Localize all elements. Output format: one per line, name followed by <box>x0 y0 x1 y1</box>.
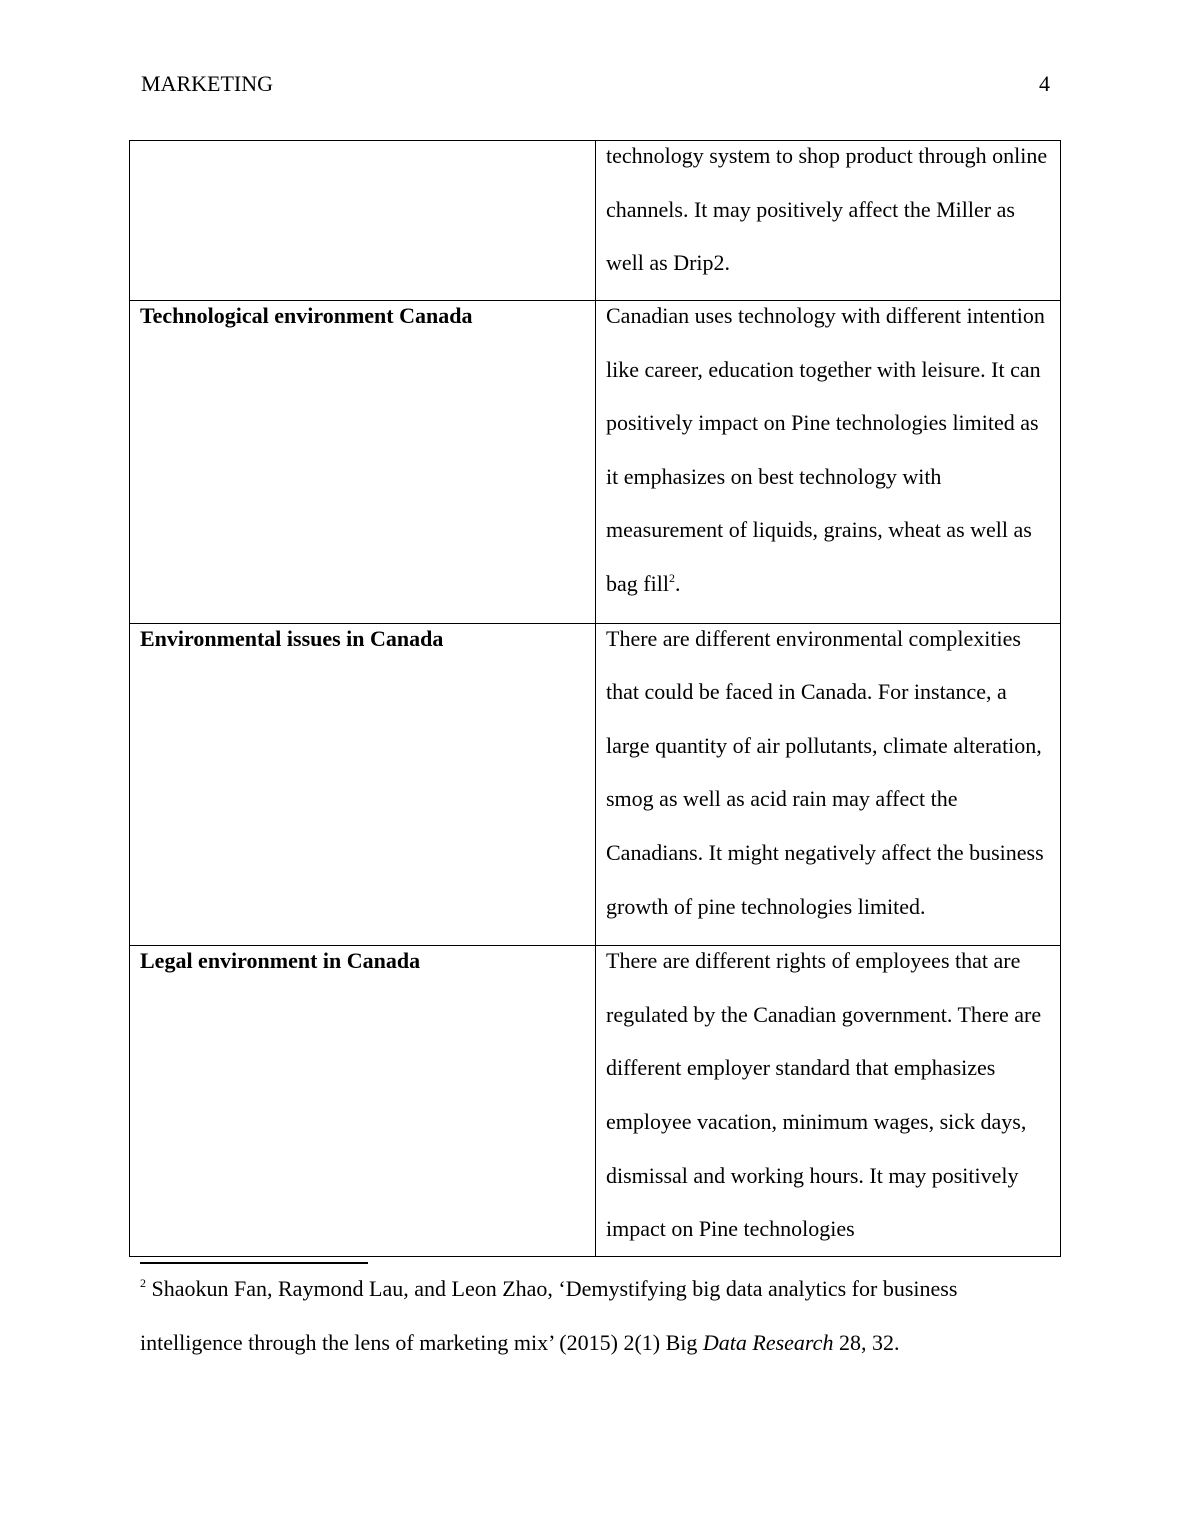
footnote-number: 2 <box>140 1276 146 1290</box>
factor-description-cell <box>596 623 1061 946</box>
factor-description-cell <box>596 301 1061 624</box>
footnote-text: Shaokun Fan, Raymond Lau, and Leon Zhao, ‘Demystifying big data analytics for business intelligence through the lens of marketing mix’ (2015) 2(1) Big <box>140 1276 958 1355</box>
factor-description-cell <box>596 946 1061 1257</box>
footnote <box>140 1262 1050 1370</box>
table-row <box>130 141 1061 301</box>
factor-label-cell <box>130 623 596 946</box>
footnote-journal: Data Research <box>702 1330 834 1355</box>
pest-analysis-table <box>129 140 1061 1257</box>
factor-label-cell <box>130 141 596 301</box>
factor-label-cell <box>130 946 596 1257</box>
factor-description-cell <box>596 141 1061 301</box>
factor-label: Technological environment Canada <box>140 303 473 328</box>
sentence-end: . <box>674 570 681 596</box>
table-row <box>130 301 1061 624</box>
table-row <box>130 946 1061 1257</box>
table-row <box>130 623 1061 946</box>
footnote-reference: 2 <box>668 570 675 585</box>
running-head: MARKETING <box>141 71 273 96</box>
factor-description: There are different environmental complexities that could be faced in Canada. For instance, a large quantity of air pollutants, climate alteration, smog as well as acid rain may affect the Canadians. It might negatively affect the business growth of pine technologies limited. <box>606 625 1044 919</box>
footnote-citation-end: 28, 32. <box>833 1330 900 1355</box>
factor-description: technology system to shop product through online channels. It may positively affect the Miller as well as Drip2. <box>606 143 1048 276</box>
factor-label-cell <box>130 301 596 624</box>
factor-description: Canadian uses technology with different intention like career, education together with leisure. It can positively impact on Pine technologies limited as it emphasizes on best technology with measurement of liquids, grains, wheat as well as bag fill <box>606 303 1045 596</box>
factor-description-wrap <box>606 289 1050 623</box>
factor-label: Legal environment in Canada <box>140 948 421 974</box>
page-number: 4 <box>1039 71 1050 96</box>
factor-description: There are different rights of employees that are regulated by the Canadian government. There are different employer standard that emphasizes employee vacation, minimum wages, sick days, dismissal and working hours. It may positively impact on Pine technologies <box>606 948 1042 1242</box>
factor-label: Environmental issues in Canada <box>140 625 444 651</box>
